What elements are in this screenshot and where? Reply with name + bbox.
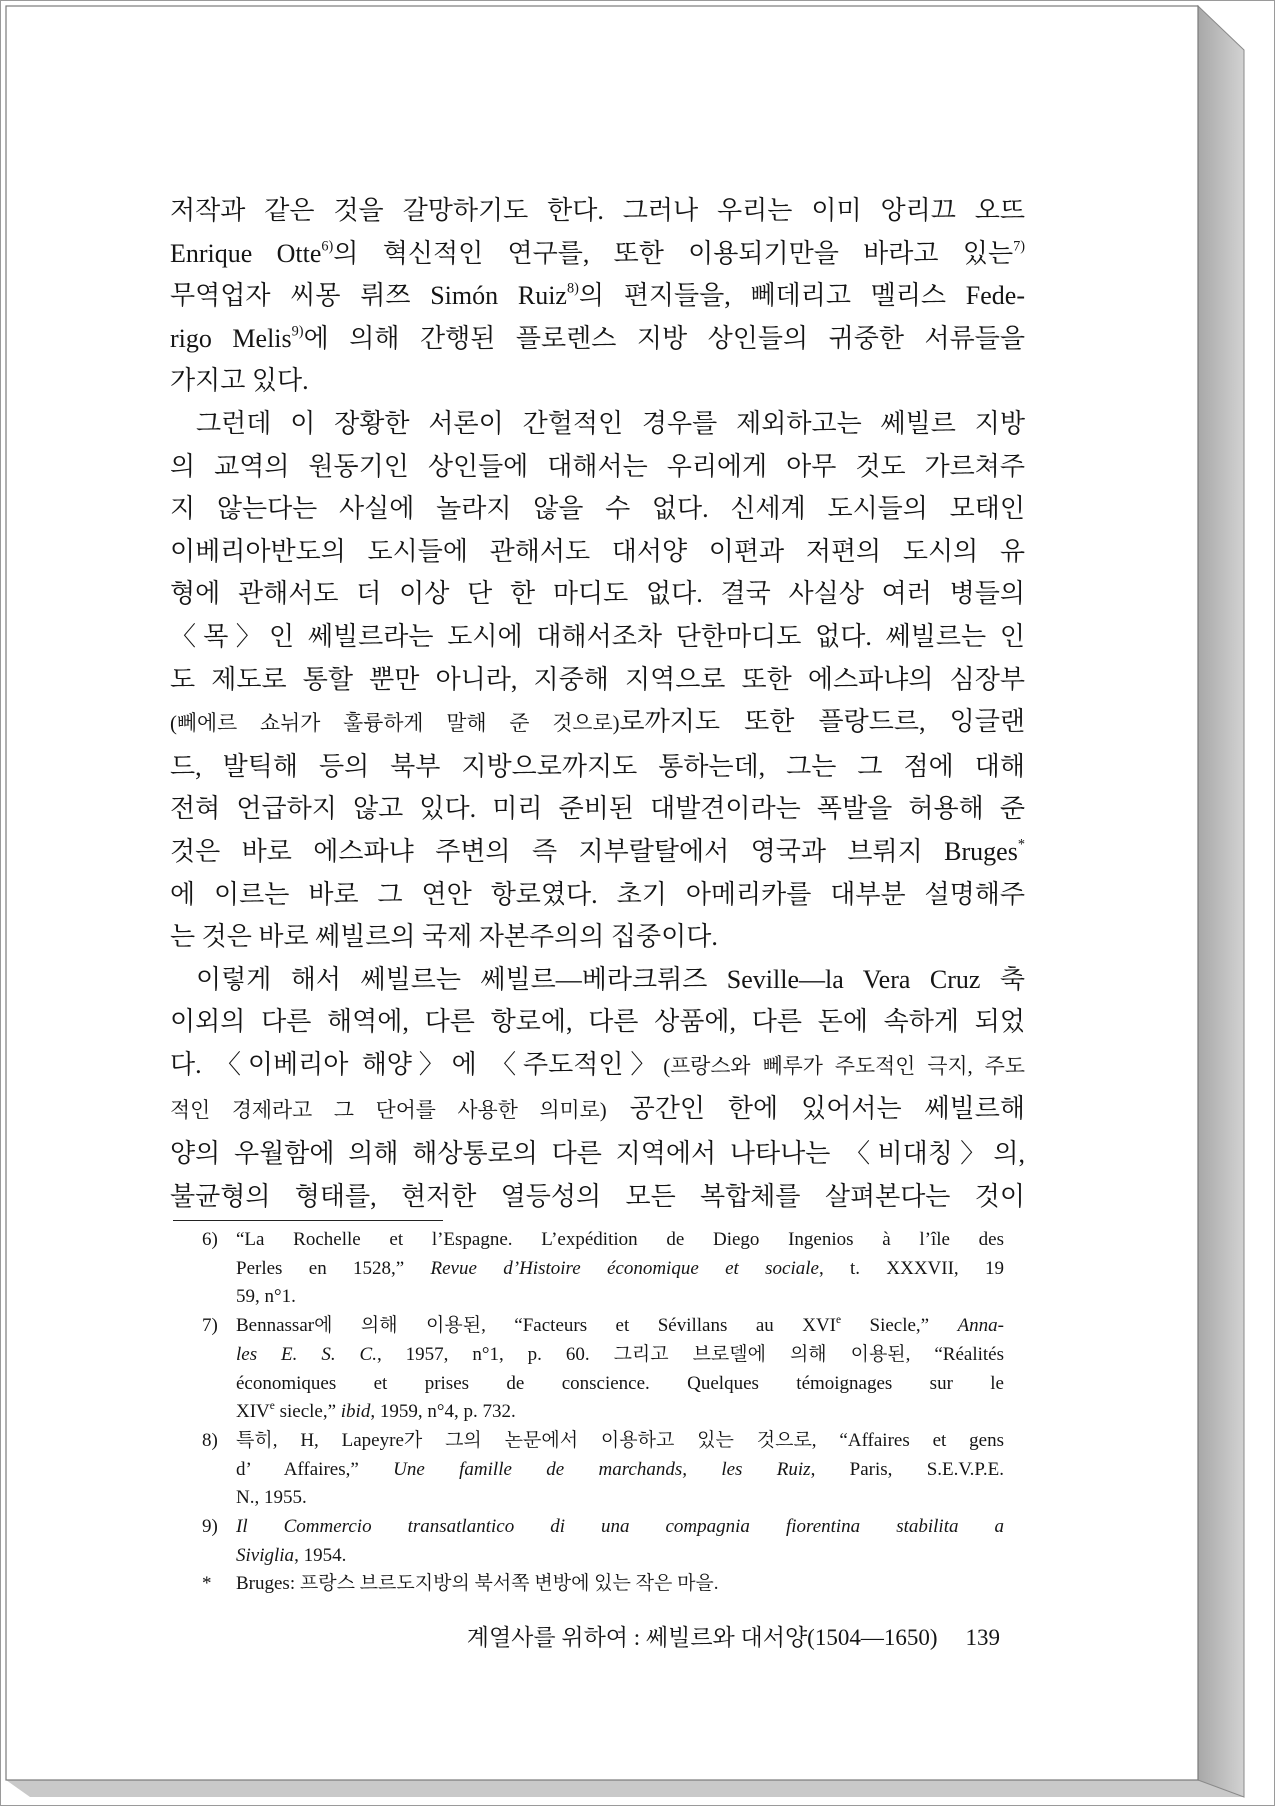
footnote-line: N., 1955.	[236, 1487, 307, 1509]
footnote-line: 59, n°1.	[236, 1286, 296, 1308]
body-line: 저작과 같은 것을 갈망하기도 한다. 그러나 우리는 이미 앙리끄 오뜨	[170, 196, 1025, 225]
footnote-journal-title: les E. S. C.	[236, 1343, 377, 1365]
parenthetical-text: (뻬에르 쇼뉘가 훌륭하게 말해 준 것으로)	[170, 712, 620, 736]
footnote-ref-7: 7)	[1013, 238, 1025, 255]
body-line: 형에 관해서도 더 이상 단 한 마디도 없다. 결국 사실상 여러 병들의	[170, 579, 1025, 609]
line-text: 의 편지들을, 뻬데리고 멜리스 Fede-	[578, 281, 1025, 311]
body-line	[170, 831, 1025, 874]
footnote-journal-title: Revue d’Histoire économique et sociale	[430, 1257, 819, 1279]
footnote-text: Perles en 1528,”	[236, 1257, 431, 1279]
footnote-text: Bennassar에 의해 이용된, “Facteurs et Sévillans au XVI	[236, 1315, 836, 1337]
footnote-7	[202, 1312, 1004, 1427]
body-line: 이베리아반도의 도시들에 관해서도 대서양 이편과 저편의 도시의 유	[170, 536, 1025, 566]
footnote-line	[236, 1341, 1004, 1370]
line-text: 로까지도 또한 플랑드르, 잉글랜	[619, 707, 1025, 737]
body-line: 〈목〉인 쎄빌르라는 도시에 대해서조차 단한마디도 없다. 쎄빌르는 인	[170, 621, 1025, 651]
line-text: 의 혁신적인 연구를, 또한 이용되기만을 바라고 있는	[333, 238, 1014, 268]
body-line	[170, 275, 1025, 318]
footnote-book-title: Il Commercio transatlantico di una compagnia fiorentina stabilita a	[236, 1516, 1004, 1538]
line-text: 다. 〈이베리아 해양〉에 〈주도적인〉	[170, 1049, 664, 1079]
body-line: 드, 발틱해 등의 북부 지방으로까지도 통하는데, 그는 그 점에 대해	[170, 751, 1025, 781]
footnote-line	[236, 1542, 1004, 1571]
body-line: 불균형의 형태를, 현저한 열등성의 모든 복합체를 살펴본다는 것이	[170, 1181, 1025, 1211]
body-text	[170, 190, 1025, 1218]
footnote-marker: 6)	[202, 1229, 218, 1250]
footnote-text: , 1954.	[294, 1544, 347, 1566]
footnote-line: 특히, H, Lapeyre가 그의 논문에서 이용하고 있는 것으로, “Affaires et gens	[236, 1429, 1004, 1451]
footnote-line: “La Rochelle et l’Espagne. L’expédition de Diego Ingenios à l’île des	[236, 1229, 1004, 1250]
footnote-text: , Paris, S.E.V.P.E.	[810, 1458, 1005, 1480]
body-line	[170, 701, 1025, 746]
footnote-text: d’ Affaires,”	[236, 1458, 394, 1480]
running-title: 계열사를 위하여 : 쎄빌르와 대서양(1504—1650)	[466, 1625, 938, 1650]
body-line: 가지고 있다.	[170, 366, 309, 396]
footnote-ref-6: 6)	[321, 238, 334, 255]
footnote-marker: 7)	[202, 1315, 218, 1337]
footnote-book-title: Siviglia	[236, 1544, 295, 1566]
footnote-ref-8: 8)	[566, 280, 579, 297]
body-line	[170, 1088, 1025, 1133]
body-line: 전혀 언급하지 않고 있다. 미리 준비된 대발견이라는 폭발을 허용해 준	[170, 794, 1025, 824]
footnote-text: , 1957, n°1, p. 60. 그리고 브로델에 의해 이용된, “Réalités	[376, 1343, 1004, 1365]
footnote-line	[236, 1398, 1004, 1427]
body-line: 에 이르는 바로 그 연안 항로였다. 초기 아메리카를 대부분 설명해주	[170, 879, 1025, 909]
footnote-body	[236, 1513, 1004, 1570]
ordinal-suffix: e	[836, 1314, 842, 1327]
footnote-line	[236, 1456, 1004, 1485]
footnote-8	[202, 1427, 1004, 1513]
footnote-6	[202, 1226, 1004, 1312]
footnote-body	[236, 1312, 1004, 1427]
footnote-ref-star: *	[1017, 836, 1025, 853]
running-footer	[467, 1622, 1000, 1654]
footnote-journal-title: Anna-	[957, 1315, 1005, 1337]
footnote-text: Siecle,”	[841, 1315, 958, 1337]
footnote-line	[236, 1513, 1004, 1542]
footnote-book-title: Une famille de marchands, les Ruiz	[393, 1458, 811, 1480]
body-line	[170, 318, 1025, 361]
line-text: 공간인 한에 있어서는 쎄빌르해	[606, 1094, 1025, 1124]
footnote-body	[236, 1226, 1004, 1312]
body-line	[170, 233, 1025, 276]
body-line: 도 제도로 통할 뿐만 아니라, 지중해 지역으로 또한 에스파냐의 심장부	[170, 664, 1025, 694]
footnote-text: XIV	[236, 1401, 270, 1423]
footnote-line: Bruges: 프랑스 브르도지방의 북서쪽 변방에 있는 작은 마을.	[236, 1573, 719, 1595]
footnote-body	[236, 1427, 1004, 1513]
body-line: 이외의 다른 해역에, 다른 항로에, 다른 상품에, 다른 돈에 속하게 되었	[170, 1007, 1025, 1037]
footnotes	[202, 1226, 1004, 1599]
footnote-star	[202, 1570, 1004, 1599]
footnote-ref-9: 9)	[291, 323, 304, 340]
body-line: 양의 우월함에 의해 해상통로의 다른 지역에서 나타나는 〈비대칭〉의,	[170, 1139, 1025, 1169]
line-text: 에 의해 간행된 플로렌스 지방 상인들의 귀중한 서류들을	[303, 323, 1026, 353]
footnote-line	[236, 1255, 1004, 1284]
footnote-marker: *	[202, 1573, 212, 1595]
body-line: 이렇게 해서 쎄빌르는 쎄빌르—베라크뤼즈 Seville—la Vera Cruz 축	[196, 964, 1025, 994]
footnote-marker: 8)	[202, 1429, 218, 1451]
ordinal-suffix: e	[269, 1400, 275, 1413]
body-line: 지 않는다는 사실에 놀라지 않을 수 없다. 신세계 도시들의 모태인	[170, 494, 1025, 524]
page-edge-right	[1198, 6, 1244, 1797]
line-text: 무역업자 씨몽 뤼쯔 Simón Ruiz	[170, 281, 567, 311]
page-edge-bottom	[6, 1780, 1244, 1797]
parenthetical-text: (프랑스와 뻬루가 주도적인 극지, 주도	[663, 1054, 1025, 1078]
footnote-separator	[173, 1220, 443, 1221]
body-line: 는 것은 바로 쎄빌르의 국제 자본주의의 집중이다.	[170, 922, 718, 952]
page-number: 139	[965, 1625, 1000, 1650]
footnote-body	[236, 1570, 1004, 1599]
footnote-marker: 9)	[202, 1516, 218, 1538]
parenthetical-text: 적인 경제라고 그 단어를 사용한 의미로)	[170, 1099, 607, 1123]
footnote-text: siecle,”	[274, 1401, 341, 1423]
footnote-9	[202, 1513, 1004, 1570]
line-text: Enrique Otte	[170, 238, 322, 268]
body-line	[170, 1044, 1025, 1089]
line-text: rigo Melis	[170, 323, 292, 353]
footnote-ibid: ibid	[340, 1401, 371, 1423]
line-text: 것은 바로 에스파냐 주변의 즉 지부랄탈에서 영국과 브뤼지 Bruges	[170, 836, 1018, 866]
footnote-line: économiques et prises de conscience. Quelques témoignages sur le	[236, 1372, 1004, 1394]
body-line: 의 교역의 원동기인 상인들에 대해서는 우리에게 아무 것도 가르쳐주	[170, 451, 1025, 481]
footnote-text: , 1959, n°4, p. 732.	[370, 1401, 516, 1423]
footnote-text: , t. XXXVII, 19	[818, 1257, 1004, 1279]
body-line: 그런데 이 장황한 서론이 간헐적인 경우를 제외하고는 쎄빌르 지방	[196, 408, 1025, 438]
footnote-line	[236, 1312, 1004, 1341]
